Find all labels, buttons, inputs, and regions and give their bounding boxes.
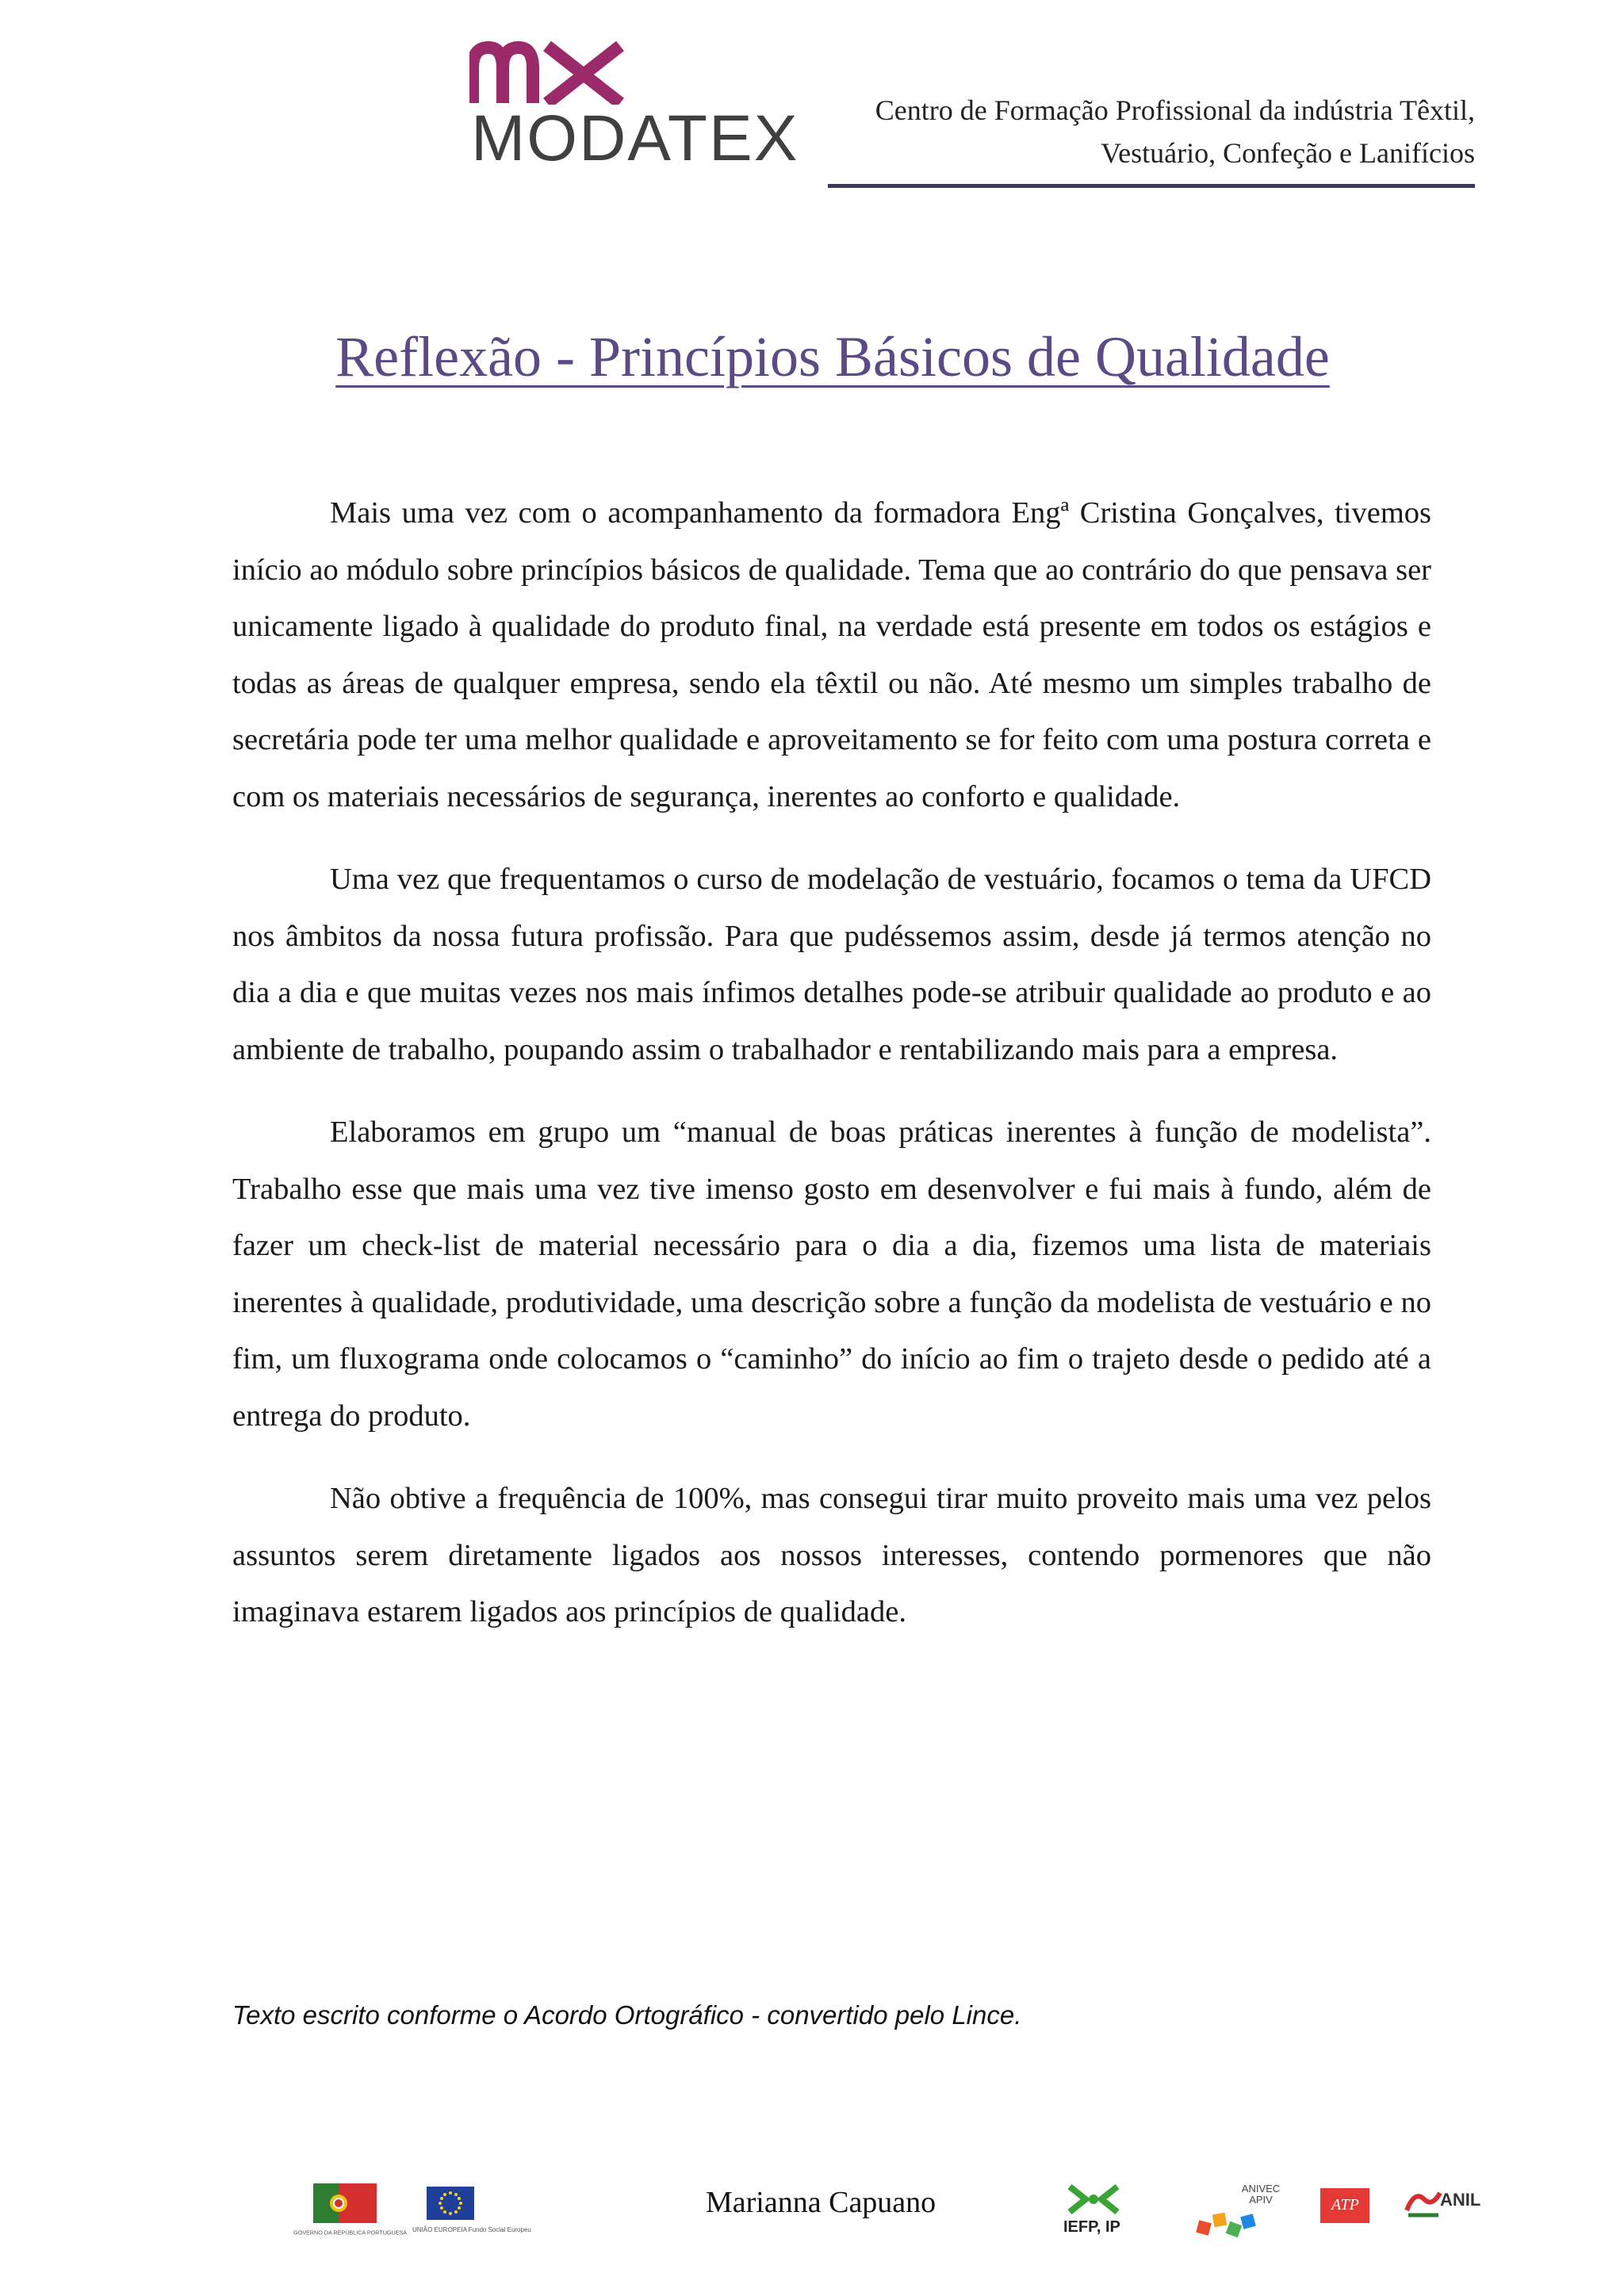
anivec-graphic-icon — [1189, 2207, 1285, 2242]
header-divider — [828, 184, 1475, 188]
european-union-text: UNIÃO EUROPEIA Fundo Social Europeu — [412, 2226, 531, 2233]
paragraph: Uma vez que frequentamos o curso de modelação de vestuário, focamos o tema da UFCD nos âmbitos da nossa futura profissão. Para que pudéssemos assim, desde já termos atenção no dia a dia e que muitas vezes nos mais ínfimos detalhes pode-se atribuir qualidade ao produto e ao ambiente de trabalho, poupando assim o trabalhador e rentabilizando mais para a empresa. — [232, 863, 1431, 1066]
portugal-government-logo — [293, 2183, 408, 2239]
organization-line-1: Centro de Formação Profissional da indústria Têxtil, — [875, 94, 1475, 126]
organization-name — [825, 89, 1475, 174]
logo-wordmark: MODATEX — [471, 102, 799, 174]
paragraph: Mais uma vez com o acompanhamento da formadora Engª Cristina Gonçalves, tivemos início ao módulo sobre princípios básicos de qualidade. Tema que ao contrário do que pensava ser unicamente ligado à qualidade do produto final, na verdade está presente em todos os estágios e todas as áreas de qualquer empresa, sendo ela têxtil ou não. Até mesmo um simples trabalho de secretária pode ter uma melhor qualidade e aproveitamento se for feito com uma postura correta e com os materiais necessários de segurança, inerentes ao conforto e qualidade. — [232, 496, 1431, 813]
european-union-logo — [412, 2183, 531, 2239]
iefp-logo — [1059, 2182, 1130, 2239]
anil-mark-icon — [1404, 2187, 1443, 2218]
modatex-logo — [469, 41, 799, 176]
portugal-government-text: GOVERNO DA REPÚBLICA PORTUGUESA — [293, 2229, 408, 2237]
organization-line-2: Vestuário, Confeção e Lanifícios — [1101, 137, 1475, 169]
anivec-text: ANIVEC APIV — [1241, 2183, 1281, 2206]
spelling-footnote: Texto escrito conforme o Acordo Ortográfico - convertido pelo Lince. — [232, 2000, 1022, 2030]
atp-text: ATP — [1331, 2196, 1359, 2214]
iefp-text: IEFP, IP — [1063, 2218, 1120, 2236]
anil-text: ANIL — [1440, 2190, 1481, 2210]
document-title: Reflexão - Princípios Básicos de Qualidade — [335, 325, 1330, 388]
iefp-mark-icon — [1062, 2182, 1125, 2217]
atp-logo — [1320, 2188, 1376, 2232]
eu-flag-icon — [427, 2187, 474, 2220]
anivec-apiv-logo — [1150, 2180, 1297, 2244]
portugal-flag-icon — [313, 2183, 377, 2223]
anil-logo — [1404, 2183, 1522, 2241]
document-body — [232, 485, 1431, 1667]
paragraph: Elaboramos em grupo um “manual de boas práticas inerentes à função de modelista”. Trabalho esse que mais uma vez tive imenso gosto em desenvolver e fui mais à fundo, além de fazer um check-list de material necessário para o dia a dia, fizemos uma lista de materiais inerentes à qualidade, produtividade, uma descrição sobre a função da modelista de vestuário e no fim, um fluxograma onde colocamos o “caminho” do início ao fim o trajeto desde o pedido até a entrega do produto. — [232, 1115, 1431, 1433]
paragraph: Não obtive a frequência de 100%, mas consegui tirar muito proveito mais uma vez pelos assuntos serem diretamente ligados aos nossos interesses, contendo pormenores que não imaginava estarem ligados aos princípios de qualidade. — [232, 1482, 1431, 1628]
author-name: Marianna Capuano — [706, 2186, 936, 2219]
mx-logo-mark — [469, 41, 628, 105]
